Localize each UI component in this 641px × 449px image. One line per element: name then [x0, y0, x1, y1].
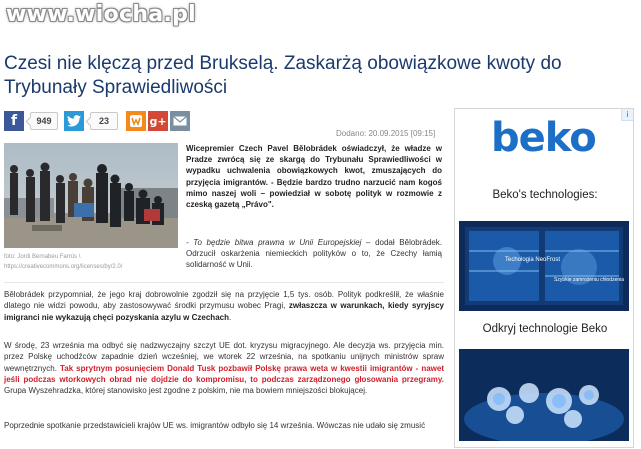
mail-icon — [173, 116, 187, 126]
ad-tagline: Beko's technologies: — [492, 189, 598, 201]
article-paragraph — [186, 237, 442, 271]
quote-text: - To będzie bitwa prawna w Unii Europejskiej — [186, 238, 362, 247]
ad-info-icon[interactable]: i — [621, 109, 633, 121]
twitter-share-count: 23 — [90, 112, 118, 130]
paragraph-text: W środę, 23 września ma odbyć się nadzwyczajny szczyt UE dot. kryzysu migracyjnego. Ale decyzja ws. przyjęcia min. przez Polskę uchodźców zapadnie dzień wcześniej, we wtorek 22 września, na spotkaniu unijnych ministrów spraw wewnętrznych. — [4, 341, 444, 373]
paragraph-text: – dodał Bělobrádek. Odrzucił oskarżenia niemieckich polityków o to, że Czechy łamią solidarność w Unii. — [186, 238, 442, 270]
wykop-icon — [129, 114, 143, 128]
google-plus-share-button[interactable] — [148, 111, 168, 131]
facebook-share-button[interactable] — [4, 111, 24, 131]
article-lead: Wicepremier Czech Pavel Bělobrádek oświadczył, że władze w Pradze zwrócą się ze skargą do Trybunału Sprawiedliwości w wypadku uchwalenia obowiązkowych kwot, zmuszających do przyjęcia imigrantów. - Będzie bardzo trudno narzucić nam kogoś mimo naszej woli – powiedział w sobotę polityk w rozmowie z czeską gazetą „Právo". — [186, 144, 442, 210]
email-share-button[interactable] — [170, 111, 190, 131]
photo-credit: foto: Jordi Bernabeu Farrús \ https://creativecommons.org/licenses/by/2.0/ — [4, 254, 123, 270]
ad-cta[interactable]: Odkryj technologie Beko — [482, 323, 608, 335]
highlighted-text: Tak sprytnym posunięciem Donald Tusk pozbawił Polskę prawa weta w kwestii imigrantów - nawet jeśli podczas wtorkowych obrad nie dojdzie do kompromisu, to podczas zarządzonego głosowania przegramy. — [4, 363, 444, 384]
bold-text: zwłaszcza w warunkach, kiedy syryjscy imigranci nie wykazują chęci pozyskania azylu w Czechach — [4, 301, 445, 322]
site-watermark: www.wiocha.pl — [6, 2, 196, 27]
google-plus-icon: g+ — [149, 114, 167, 128]
article-title: Czesi nie klęczą przed Brukselą. Zaskarżą obowiązkowe kwoty do Trybunały Sprawiedliwości — [4, 53, 562, 98]
share-bar — [4, 110, 190, 132]
facebook-share-count: 949 — [30, 112, 58, 130]
divider — [4, 282, 444, 283]
facebook-icon: f — [10, 113, 18, 129]
fridge-image — [459, 221, 629, 311]
fridge-feature-label: Techologia NeoFrost — [505, 257, 561, 263]
beko-advertisement[interactable] — [454, 108, 634, 448]
twitter-icon — [67, 115, 81, 127]
frozen-food-image — [459, 349, 629, 441]
article-paragraph — [4, 340, 444, 396]
article-paragraph: Poprzednie spotkanie przedstawicieli krajów UE ws. imigrantów odbyło się 14 września. Wówczas nie udało się zmusić — [4, 421, 426, 430]
publish-date: Dodano: 20.09.2015 [09:15] — [336, 129, 436, 138]
twitter-share-button[interactable] — [64, 111, 84, 131]
beko-logo: beko — [491, 115, 596, 161]
paragraph-text: . — [228, 312, 232, 322]
paragraph-text: Bělobrádek przypomniał, że jego kraj dobrowolnie zgodził się na przyjęcie 1,5 tys. osób. Polityk podkreślił, że właśnie dlatego nie widzi powodu, aby zastosowywać środki przymusu wobec Pragi, — [4, 290, 444, 311]
fridge-feature-label: Szybkie zamrożeniu chłodzenia — [554, 277, 625, 283]
wykop-share-button[interactable] — [126, 111, 146, 131]
article-paragraph — [4, 289, 444, 323]
article-photo — [4, 143, 178, 248]
paragraph-text: Grupa Wyszehradzka, której stanowisko jest zgodne z polskim, nie ma bowiem mniejszości blokującej. — [4, 386, 368, 396]
